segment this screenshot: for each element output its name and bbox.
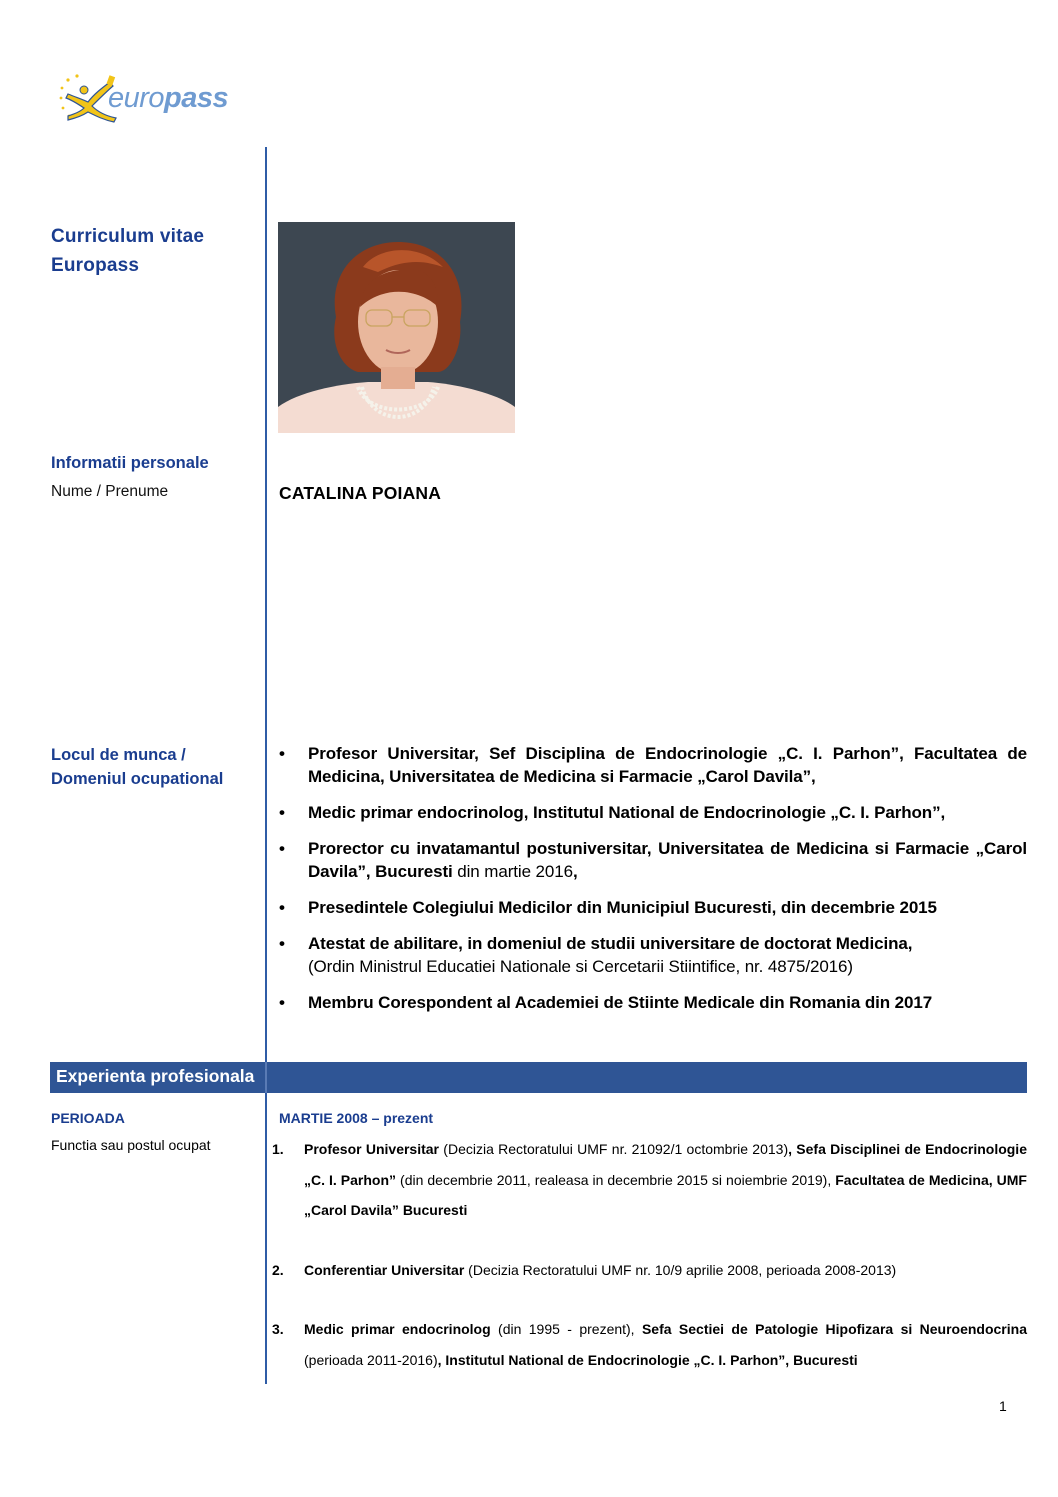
job-text-bold: Medic primar endocrinolog [304,1321,491,1337]
workplace-item [279,801,1027,824]
workplace-item-punct: , [572,862,578,881]
experience-heading: Experienta profesionala [56,1066,255,1086]
job-text [304,1262,896,1278]
workplace-item-text: Presedintele Colegiului Medicilor din Municipiul Bucuresti, din decembrie 2015 [308,898,937,917]
period-label: PERIOADA [51,1110,125,1126]
workplace-item-date: din martie 2016 [452,862,573,881]
cv-title [51,222,204,280]
workplace-item [279,837,1027,883]
workplace-item-text: Membru Corespondent al Academiei de Stiinte Medicale din Romania din 2017 [308,993,933,1012]
europass-logo [58,72,238,124]
wordmark-euro: euro [108,82,165,114]
workplace-item [279,896,1027,919]
job-text-detail: (din 1995 - prezent), [490,1321,642,1337]
column-divider [265,147,267,1384]
bullet-icon: • [279,993,285,1012]
workplace-item-note: (Ordin Ministrul Educatiei Nationale si Cercetarii Stiintifice, nr. 4875/2016) [308,957,853,976]
workplace-item [279,991,1027,1014]
wordmark-pass: pass [164,82,229,114]
job-text [304,1321,1027,1368]
job-text-detail: (Decizia Rectoratului UMF nr. 21092/1 octombrie 2013) [439,1141,789,1157]
workplace-heading [51,743,256,791]
workplace-item [279,742,1027,788]
europass-wordmark [108,82,228,115]
bullet-icon: • [279,898,285,917]
job-item [272,1314,1027,1375]
bullet-icon: • [279,744,285,763]
job-number: 2. [272,1261,284,1278]
period-value: MARTIE 2008 – prezent [279,1110,434,1126]
workplace-item-text: Atestat de abilitare, in domeniul de studii universitare de doctorat Medicina, [308,934,913,953]
profile-photo [278,222,515,433]
workplace-heading-line1: Locul de munca / [51,746,186,764]
job-number: 1. [272,1141,284,1157]
name-value: CATALINA POIANA [279,483,442,503]
position-label: Functia sau postul ocupat [51,1137,211,1153]
job-text-detail: (perioada 2011-2016) [304,1351,438,1368]
page-number: 1 [999,1398,1007,1414]
name-label: Nume / Prenume [51,483,169,500]
job-text-bold: Profesor Universitar [304,1141,440,1157]
bullet-icon: • [279,839,285,858]
experience-section-band [50,1062,1027,1093]
workplace-item-text: Medic primar endocrinolog, Institutul National de Endocrinologie „C. I. Parhon”, [308,803,946,822]
job-text [304,1141,1027,1218]
personal-info-heading: Informatii personale [51,454,209,472]
portrait-illustration [278,222,515,433]
workplace-list [279,742,1027,1027]
job-list [272,1134,1027,1375]
job-text-bold: Conferentiar Universitar [304,1261,465,1278]
job-number: 3. [272,1321,284,1337]
workplace-heading-line2: Domeniul ocupational [51,770,224,788]
cv-title-line1: Curriculum vitae [51,226,205,247]
band-divider [265,1062,267,1093]
job-text-detail: (Decizia Rectoratului UMF nr. 10/9 aprilie 2008, perioada 2008-2013) [464,1261,897,1278]
job-item [272,1134,1027,1226]
bullet-icon: • [279,803,285,822]
workplace-item-text: Profesor Universitar, Sef Disciplina de Endocrinologie „C. I. Parhon”, Facultatea de Medicina, Universitatea de Medicina si Farmacie „Carol Davila”, [308,744,1027,786]
job-text-bold: , Sefa Disciplinei de Endocrinologie „C. I. Parhon” [304,1141,1027,1188]
cv-title-line2: Europass [51,255,140,276]
job-text-bold: Facultatea de Medicina, UMF „Carol Davila” Bucuresti [304,1171,1027,1218]
workplace-item-text: Prorector cu invatamantul postuniversitar, Universitatea de Medicina si Farmacie „Carol Davila”, Bucuresti [308,839,1027,881]
job-text-bold: , Institutul National de Endocrinologie „C. I. Parhon”, Bucuresti [437,1351,858,1368]
workplace-item [279,932,1027,978]
job-text-bold: Sefa Sectiei de Patologie Hipofizara si Neuroendocrina [641,1321,1027,1337]
job-item [272,1255,1027,1286]
bullet-icon: • [279,934,285,953]
job-text-detail: (din decembrie 2011, realeasa in decembrie 2015 si noiembrie 2019), [396,1171,836,1188]
